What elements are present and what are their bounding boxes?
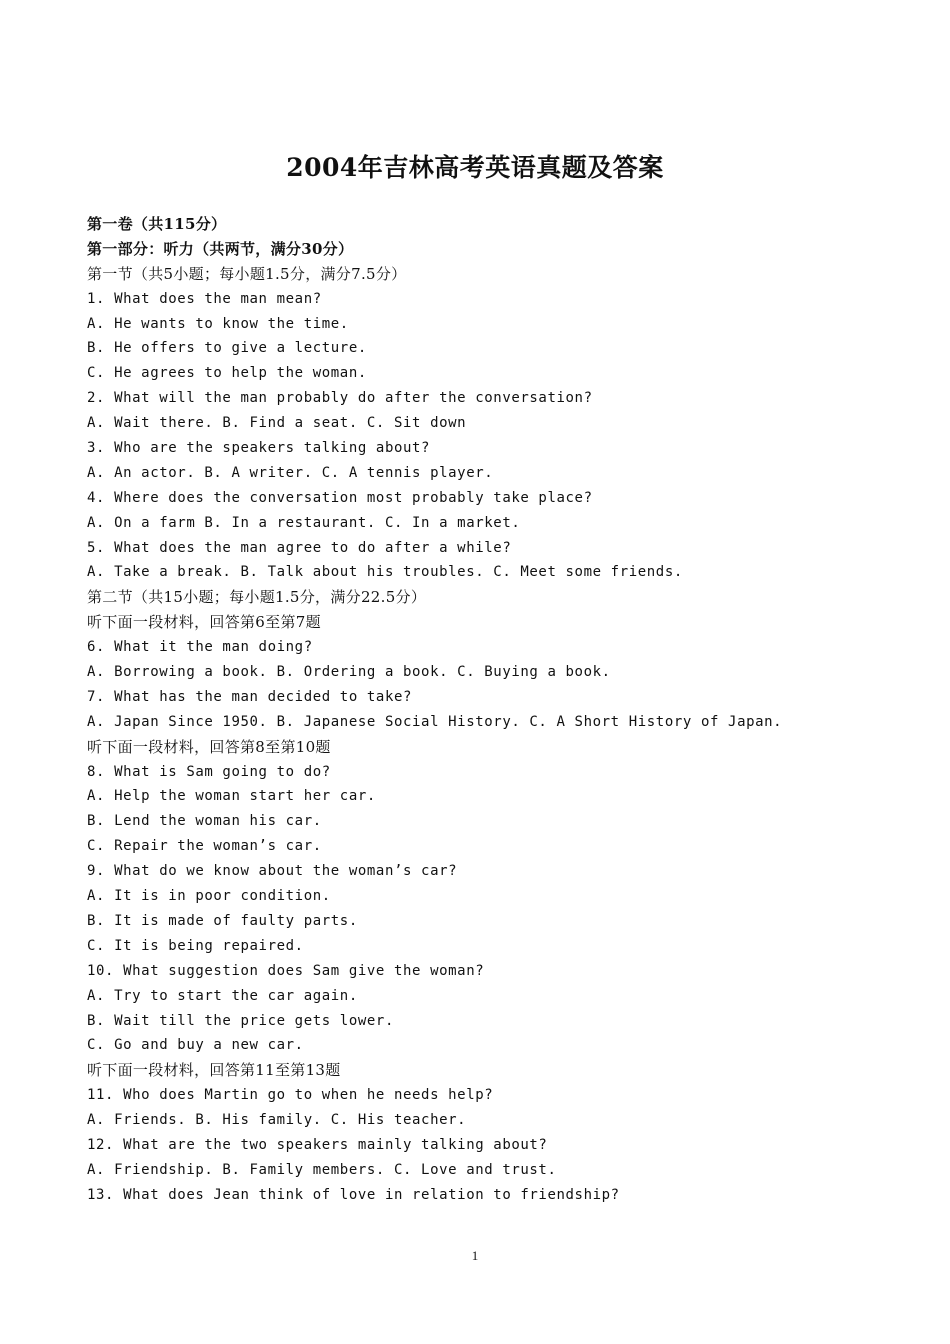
section-instruction: 听下面一段材料，回答第11至第13题: [87, 1061, 341, 1080]
section-heading: 第一卷（共115分）: [87, 215, 227, 233]
text-line: A. Japan Since 1950. B. Japanese Social History. C. A Short History of Japan.: [87, 713, 783, 730]
text-line: 10. What suggestion does Sam give the woman?: [87, 962, 485, 979]
text-line: A. On a farm B. In a restaurant. C. In a market.: [87, 514, 521, 531]
text-line: 6. What it the man doing?: [87, 639, 313, 656]
text-line: 5. What does the man agree to do after a while?: [87, 539, 512, 556]
text-line: B. Lend the woman his car.: [87, 813, 322, 830]
text-line: 4. Where does the conversation most probably take place?: [87, 489, 593, 506]
text-line: B. He offers to give a lecture.: [87, 340, 367, 357]
text-line: 7. What has the man decided to take?: [87, 688, 413, 705]
text-line: 9. What do we know about the woman’s car?: [87, 863, 458, 880]
text-line: B. It is made of faulty parts.: [87, 912, 358, 929]
text-line: A. Borrowing a book. B. Ordering a book. C. Buying a book.: [87, 664, 611, 681]
section-heading: 第一部分：听力（共两节，满分30分）: [87, 239, 354, 258]
text-line: 3. Who are the speakers talking about?: [87, 440, 431, 457]
text-line: C. Repair the woman’s car.: [87, 838, 322, 855]
text-line: A. He wants to know the time.: [87, 315, 349, 332]
section-instruction: 听下面一段材料，回答第6至第7题: [87, 613, 321, 632]
text-line: A. Help the woman start her car.: [87, 788, 376, 805]
section-instruction: 第一节（共5小题；每小题1.5分，满分7.5分）: [87, 264, 407, 283]
text-line: A. It is in poor condition.: [87, 888, 331, 905]
text-line: C. It is being repaired.: [87, 937, 304, 954]
text-line: A. Take a break. B. Talk about his troubles. C. Meet some friends.: [87, 564, 683, 581]
section-instruction: 听下面一段材料，回答第8至第10题: [87, 737, 331, 756]
text-line: C. He agrees to help the woman.: [87, 365, 367, 382]
document-title: 2004年吉林高考英语真题及答案: [286, 153, 664, 182]
text-line: 8. What is Sam going to do?: [87, 763, 331, 780]
page-number: 1: [471, 1248, 479, 1263]
text-line: A. Try to start the car again.: [87, 987, 358, 1004]
text-line: A. Wait there. B. Find a seat. C. Sit down: [87, 415, 467, 432]
text-line: 1. What does the man mean?: [87, 290, 322, 307]
text-line: 11. Who does Martin go to when he needs help?: [87, 1087, 494, 1104]
text-line: C. Go and buy a new car.: [87, 1037, 304, 1054]
text-line: A. Friendship. B. Family members. C. Love and trust.: [87, 1161, 557, 1178]
text-line: A. Friends. B. His family. C. His teacher.: [87, 1112, 467, 1129]
document-body: [87, 212, 887, 1208]
text-line: 12. What are the two speakers mainly talking about?: [87, 1136, 548, 1153]
text-line: B. Wait till the price gets lower.: [87, 1012, 394, 1029]
text-line: A. An actor. B. A writer. C. A tennis player.: [87, 464, 494, 481]
section-instruction: 第二节（共15小题；每小题1.5分，满分22.5分）: [87, 588, 427, 607]
text-line: 2. What will the man probably do after the conversation?: [87, 390, 593, 407]
text-line: 13. What does Jean think of love in relation to friendship?: [87, 1186, 620, 1203]
